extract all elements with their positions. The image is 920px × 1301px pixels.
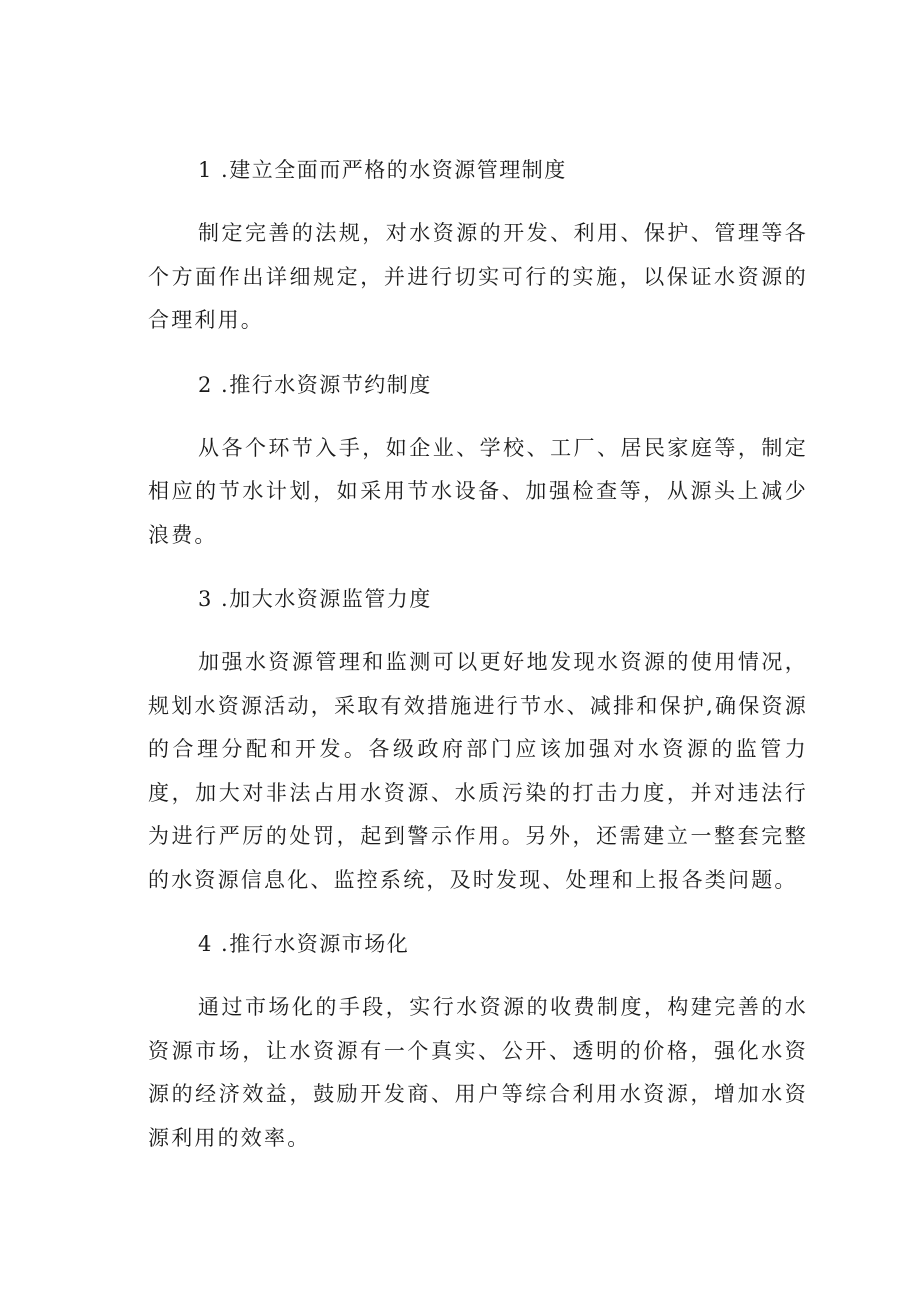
section-heading-2: 2 .推行水资源节约制度: [198, 372, 432, 397]
section-heading-3: 3 .加大水资源监管力度: [198, 587, 432, 611]
section-body-1: 制定完善的法规，对水资源的开发、利用、保护、管理等各个方面作出详细规定，并进行切实可行的实施，以保证水资源的合理利用。: [148, 221, 808, 332]
section-body-2: 从各个环节入手，如企业、学校、工厂、居民家庭等，制定相应的节水计划，如采用节水设备、加强检查等，从源头上减少浪费。: [148, 435, 808, 547]
section-heading-1: 1 .建立全面而严格的水资源管理制度: [198, 158, 567, 182]
section-heading-4: 4 .推行水资源市场化: [198, 932, 410, 956]
section-body-4: 通过市场化的手段，实行水资源的收费制度，构建完善的水资源市场，让水资源有一个真实、公开、透明的价格，强化水资源的经济效益，鼓励开发商、用户等综合利用水资源，增加水资源利用的效率。: [148, 995, 808, 1150]
document-content: [148, 148, 808, 1180]
section-body-3: 加强水资源管理和监测可以更好地发现水资源的使用情况，规划水资源活动，采取有效措施进行节水、减排和保护,确保资源的合理分配和开发。各级政府部门应该加强对水资源的监管力度，加大对非法占用水资源、水质污染的打击力度，并对违法行为进行严厉的处罚，起到警示作用。另外，还需建立一整套完整的水资源信息化、监控系统，及时发现、处理和上报各类问题。: [148, 650, 808, 892]
